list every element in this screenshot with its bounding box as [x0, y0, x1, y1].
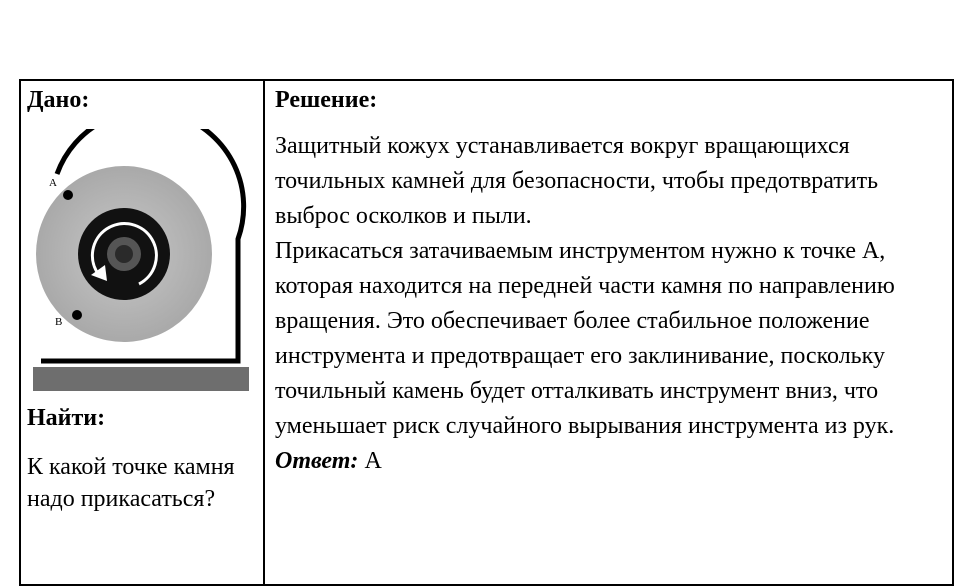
answer-value: А	[364, 448, 382, 474]
point-a-label: A	[49, 177, 57, 189]
ground-base	[33, 367, 249, 391]
solution-heading: Решение:	[275, 87, 378, 113]
point-b-marker	[72, 310, 82, 320]
point-a-marker	[63, 190, 73, 200]
find-heading: Найти:	[27, 405, 106, 431]
find-question: К какой точке камня надо прикасаться?	[27, 454, 235, 512]
solution-table	[19, 79, 954, 586]
given-column	[21, 81, 263, 584]
solution-text	[275, 129, 947, 479]
solution-paragraph-1: Защитный кожух устанавливается вокруг вращающихся точильных камней для безопасности, чтобы предотвратить выброс осколков и пыли.	[275, 133, 879, 229]
point-b-label: B	[55, 316, 63, 328]
solution-column	[265, 81, 952, 584]
answer-label: Ответ:	[275, 448, 359, 474]
solution-paragraph-2: Прикасаться затачиваемым инструментом нужно к точке А, которая находится на передней части камня по направлению вращения. Это обеспечивает более стабильное положение инструмента и предотвращает его заклинивание, поскольку точильный камень будет отталкивать инструмент вниз, что уменьшает риск случайного вырывания инструмента из рук.	[275, 238, 895, 439]
grinding-stone-figure	[29, 129, 253, 393]
given-heading: Дано:	[27, 87, 90, 113]
answer-line	[275, 444, 947, 479]
